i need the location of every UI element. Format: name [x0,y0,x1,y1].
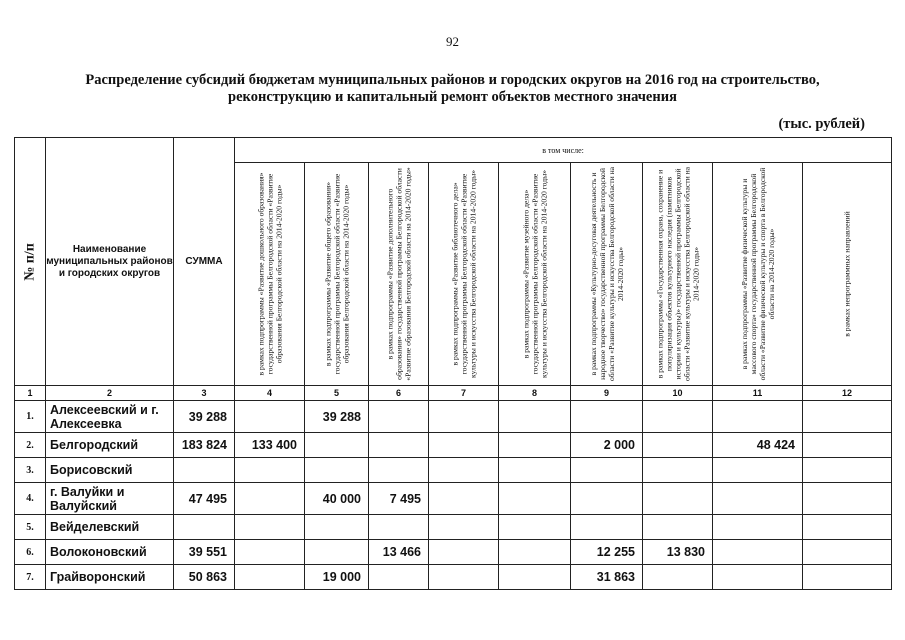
value-cell [235,515,305,540]
value-cell [235,565,305,590]
units-label: (тыс. рублей) [778,116,865,132]
row-number: 7. [15,565,46,590]
value-cell: 40 000 [305,483,369,515]
header-including: в том числе: [235,138,892,163]
value-cell [305,540,369,565]
header-row-number: № п/п [15,138,46,386]
value-cell [235,401,305,433]
value-cell: 2 000 [571,433,643,458]
value-cell [369,565,429,590]
value-cell [643,483,713,515]
column-number: 12 [803,386,892,401]
value-cell: 13 466 [369,540,429,565]
value-cell [305,515,369,540]
district-name: Вейделевский [46,515,174,540]
value-cell [713,458,803,483]
value-cell [369,458,429,483]
district-name: Белгородский [46,433,174,458]
value-cell [571,458,643,483]
district-name: Борисовский [46,458,174,483]
value-cell [174,458,235,483]
column-number: 4 [235,386,305,401]
column-number: 7 [429,386,499,401]
value-cell [429,540,499,565]
value-cell [571,401,643,433]
header-column-5: в рамках подпрограммы «Развитие общего образования» государственной программы Белгородской области «Развитие образования Белгородской области на 2014-2020 годы» [305,163,369,386]
value-cell [803,433,892,458]
value-cell [369,515,429,540]
value-cell: 19 000 [305,565,369,590]
page-number: 92 [446,34,459,49]
value-cell [429,565,499,590]
value-cell: 183 824 [174,433,235,458]
value-cell [803,540,892,565]
value-cell: 31 863 [571,565,643,590]
value-cell: 39 551 [174,540,235,565]
header-column-8: в рамках подпрограммы «Развитие музейного дела» государственной программы Белгородской области «Развитие культуры и искусства Белгородской области на 2014-2020 годы» [499,163,571,386]
value-cell [235,458,305,483]
value-cell [803,458,892,483]
column-number: 1 [15,386,46,401]
value-cell [429,483,499,515]
column-number: 11 [713,386,803,401]
row-number: 6. [15,540,46,565]
value-cell [499,540,571,565]
table-row [15,483,892,515]
row-number: 2. [15,433,46,458]
header-name: Наименование муниципальных районов и городских округов [46,138,174,386]
value-cell [369,401,429,433]
table-row [15,401,892,433]
district-name: Грайворонский [46,565,174,590]
value-cell [429,433,499,458]
value-cell [499,483,571,515]
value-cell [643,458,713,483]
header-column-10: в рамках подпрограммы «Государственная охрана, сохранение и популяризация объектов культурного наследия (памятников истории и культуры)» государственной программы Белгородской области «Развитие культуры и искусства Белгородской области на 2014-2020 годы» [643,163,713,386]
district-name: г. Валуйки и Валуйский [46,483,174,515]
column-number: 6 [369,386,429,401]
value-cell [713,401,803,433]
table-row [15,458,892,483]
value-cell [643,401,713,433]
value-cell [429,401,499,433]
value-cell [643,565,713,590]
value-cell: 13 830 [643,540,713,565]
header-sum: СУММА [174,138,235,386]
header-column-9: в рамках подпрограммы «Культурно-досуговая деятельность и народное творчество» государственной программы Белгородской области «Развитие культуры и искусства Белгородской области на 2014-2020 годы» [571,163,643,386]
row-number: 4. [15,483,46,515]
district-name: Волоконовский [46,540,174,565]
column-number: 5 [305,386,369,401]
table-row [15,433,892,458]
value-cell [305,458,369,483]
header-column-11: в рамках подпрограммы «Развитие физической культуры и массового спорта» государственной программы Белгородской области «Развитие физической культуры и спорта в Белгородской области на 2014-2020 годы» [713,163,803,386]
value-cell [803,401,892,433]
value-cell: 48 424 [713,433,803,458]
column-number: 10 [643,386,713,401]
value-cell [305,433,369,458]
value-cell: 47 495 [174,483,235,515]
row-number: 3. [15,458,46,483]
value-cell [713,515,803,540]
value-cell [713,540,803,565]
value-cell [499,401,571,433]
table-row [15,540,892,565]
value-cell [643,433,713,458]
table-row [15,515,892,540]
value-cell [235,540,305,565]
value-cell [803,515,892,540]
value-cell [429,515,499,540]
value-cell: 50 863 [174,565,235,590]
value-cell [499,433,571,458]
title-line-1: Распределение субсидий бюджетам муниципальных районов и городских округов на 2016 год на строительство, [85,72,820,88]
value-cell [499,458,571,483]
header-column-6: в рамках подпрограммы «Развитие дополнительного образования» государственной программы Белгородской области «Развитие образования Белгородской области на 2014-2020 годы» [369,163,429,386]
column-number: 2 [46,386,174,401]
column-number: 9 [571,386,643,401]
value-cell [429,458,499,483]
value-cell [174,515,235,540]
value-cell [803,565,892,590]
header-column-4: в рамках подпрограммы «Развитие дошкольного образования» государственной программы Белгородской области «Развитие образования Белгородской области на 2014-2020 годы» [235,163,305,386]
value-cell [571,515,643,540]
value-cell [803,483,892,515]
row-number: 5. [15,515,46,540]
value-cell: 39 288 [174,401,235,433]
value-cell: 12 255 [571,540,643,565]
title-line-2: реконструкцию и капитальный ремонт объектов местного значения [228,89,677,105]
value-cell: 7 495 [369,483,429,515]
row-number: 1. [15,401,46,433]
district-name: Алексеевский и г. Алексеевка [46,401,174,433]
value-cell: 39 288 [305,401,369,433]
value-cell [643,515,713,540]
value-cell [713,565,803,590]
table-row [15,565,892,590]
subsidy-table [14,137,892,590]
header-column-12: в рамках непрограммных направлений [803,163,892,386]
value-cell [571,483,643,515]
value-cell: 133 400 [235,433,305,458]
value-cell [499,565,571,590]
value-cell [713,483,803,515]
column-number: 8 [499,386,571,401]
value-cell [369,433,429,458]
document-title [30,72,875,106]
value-cell [235,483,305,515]
header-column-7: в рамках подпрограммы «Развитие библиотечного дела» государственной программы Белгородской области «Развитие культуры и искусства Белгородской области на 2014-2020 годы» [429,163,499,386]
column-number: 3 [174,386,235,401]
value-cell [499,515,571,540]
